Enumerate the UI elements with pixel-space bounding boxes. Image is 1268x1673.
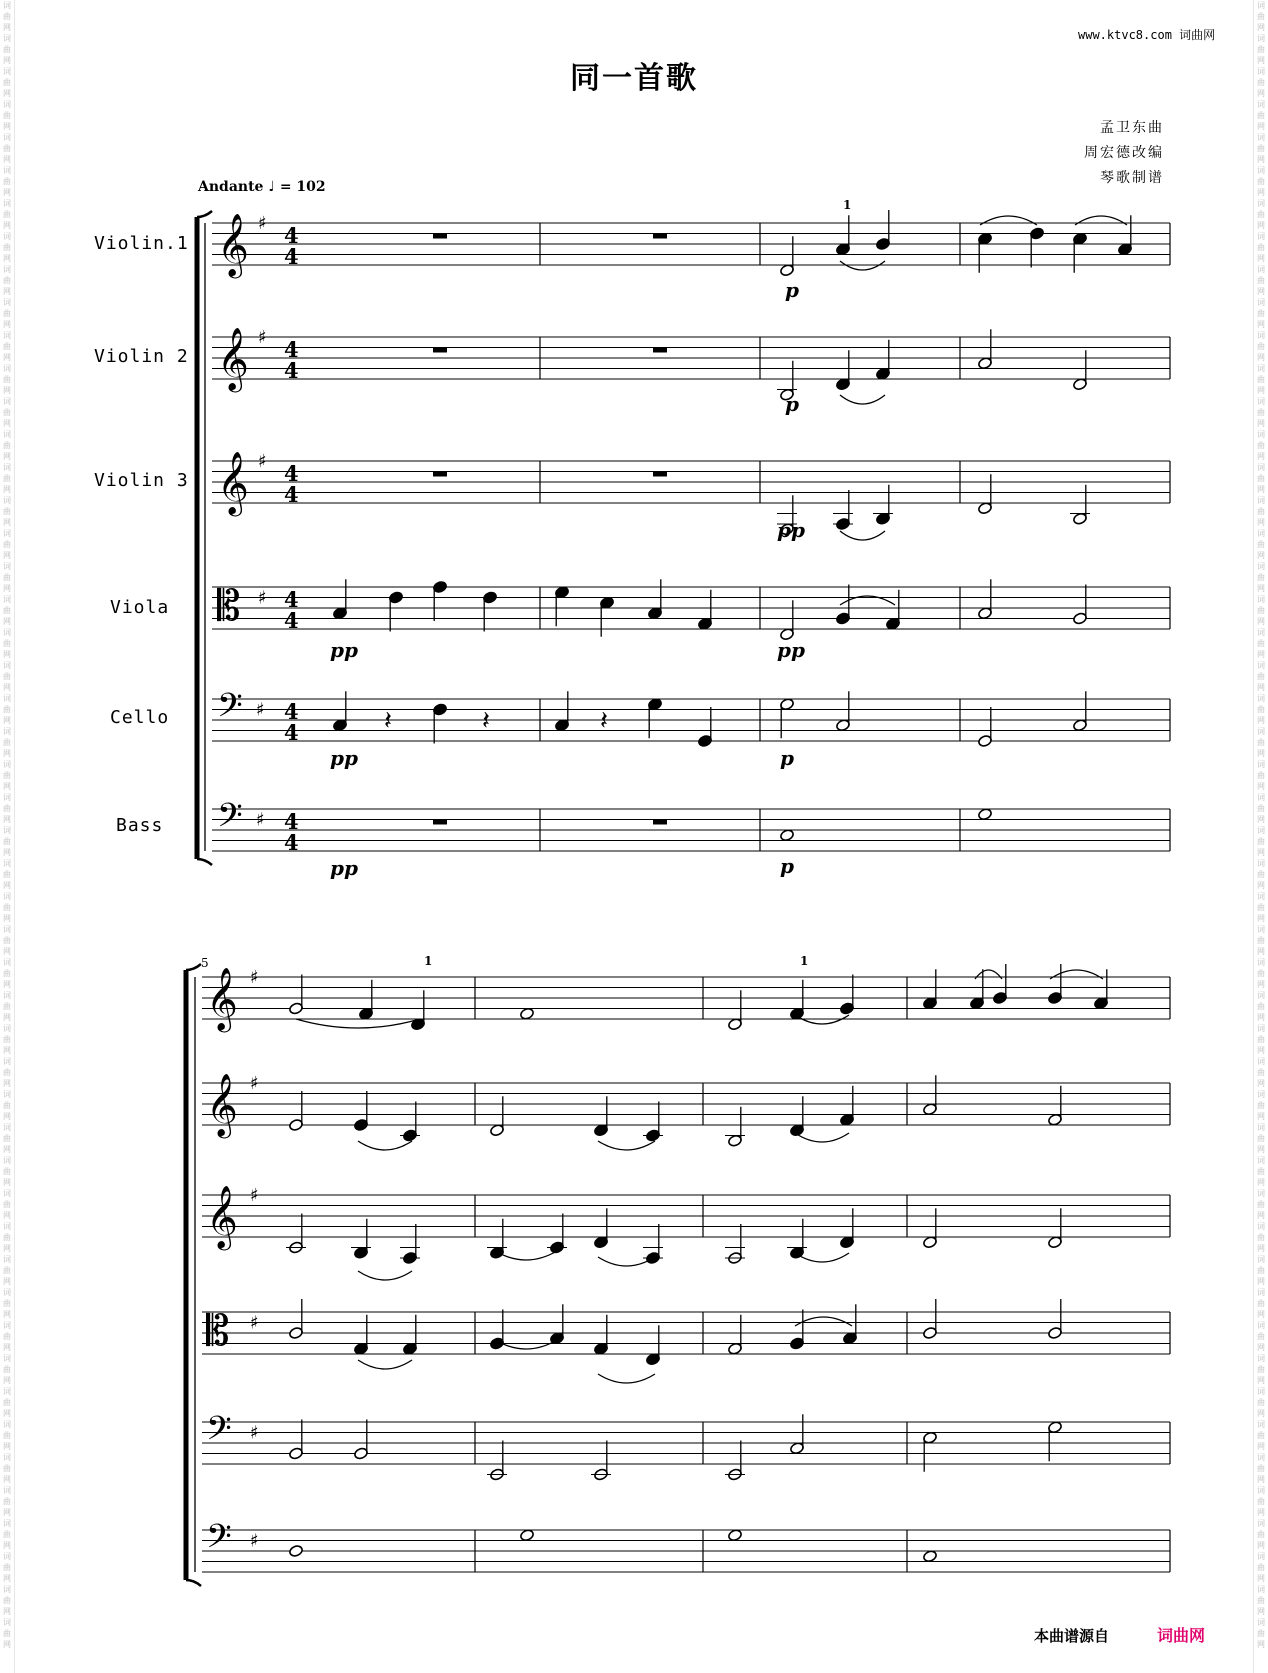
slur bbox=[495, 1251, 557, 1260]
bass-clef-icon: 𝄢 bbox=[206, 1518, 232, 1564]
whole-rest bbox=[433, 234, 447, 239]
treble-clef-icon: 𝄞 bbox=[206, 1185, 238, 1248]
dynamic-marking: pp bbox=[777, 638, 805, 662]
slur bbox=[840, 395, 885, 404]
whole-note bbox=[922, 1550, 937, 1563]
slur bbox=[598, 1374, 655, 1383]
whole-note bbox=[519, 1007, 534, 1020]
dynamic-marking: p bbox=[780, 854, 794, 878]
staff-system2-2 bbox=[202, 1195, 1170, 1237]
key-signature-sharp-icon: ♯ bbox=[250, 1073, 259, 1094]
key-signature-sharp-icon: ♯ bbox=[250, 1530, 259, 1552]
time-signature-top: 4 bbox=[284, 461, 299, 486]
instrument-label-violin1: Violin.1 bbox=[94, 233, 189, 254]
slur bbox=[358, 1271, 412, 1280]
composer-credit: 孟卫东曲 bbox=[1100, 120, 1164, 136]
treble-clef-icon: 𝄞 bbox=[206, 1073, 238, 1136]
site-name: 词曲网 bbox=[1179, 28, 1216, 42]
staff-system1-1 bbox=[212, 337, 1170, 379]
key-signature-sharp-icon: ♯ bbox=[250, 1185, 259, 1206]
footer-brand: 词曲网 bbox=[1157, 1626, 1206, 1645]
staff-system2-5 bbox=[202, 1530, 1170, 1572]
whole-rest bbox=[433, 348, 447, 353]
time-signature-bottom: 4 bbox=[284, 720, 299, 745]
whole-rest bbox=[433, 820, 447, 825]
slur bbox=[495, 1340, 557, 1349]
dynamic-marking: p bbox=[785, 392, 799, 416]
tempo-text: Andante bbox=[198, 179, 264, 195]
whole-note bbox=[779, 829, 794, 842]
fingering-number: 1 bbox=[800, 954, 809, 968]
dynamic-marking: p bbox=[780, 746, 794, 770]
fingering-number: 1 bbox=[424, 954, 433, 968]
slur bbox=[840, 531, 885, 540]
key-signature-sharp-icon: ♯ bbox=[258, 587, 267, 609]
staff-system1-4 bbox=[212, 699, 1170, 741]
bracket-hook bbox=[186, 964, 201, 970]
slur bbox=[795, 1133, 849, 1142]
treble-clef-icon: 𝄞 bbox=[217, 451, 249, 514]
bracket-hook bbox=[197, 859, 212, 865]
slur bbox=[795, 1317, 852, 1326]
instrument-label-cello: Cello bbox=[110, 707, 170, 728]
time-signature-bottom: 4 bbox=[284, 830, 299, 855]
time-signature-bottom: 4 bbox=[284, 358, 299, 383]
bass-clef-icon: 𝄢 bbox=[206, 1410, 232, 1456]
time-signature-bottom: 4 bbox=[284, 608, 299, 633]
key-signature-sharp-icon: ♯ bbox=[256, 699, 265, 721]
left-watermark-strip: 词 曲 网 词 曲 网 词 曲 网 词 曲 网 词 曲 网 词 曲 网 词 曲 网 词 曲 网 词 曲 网 词 曲 网 词 曲 网 词 曲 网 词 曲 网 词 曲 网 词 曲 网 词 曲 网 词 曲 网 词 曲 网 词 曲 网 词 曲 网 词 曲 网 词 曲 网 词 曲 网 词 曲 网 词 曲 网 词 曲 网 词 曲 网 词 曲 网 词 曲 网 词 曲 网 词 曲 网 词 曲 网 词 曲 网 词 曲 网 词 曲 网 词 曲 网 词 曲 网 词 曲 网 词 曲 网 词 曲 网 词 曲 网 词 曲 网 词 曲 网 词 曲 网 词 曲 网 词 曲 网 词 曲 网 词 曲 网 词 曲 网 词 曲 网 bbox=[0, 0, 15, 1673]
bracket-hook bbox=[186, 1580, 201, 1586]
treble-clef-icon: 𝄞 bbox=[217, 327, 249, 390]
whole-note bbox=[519, 1529, 534, 1542]
dynamic-marking: pp bbox=[330, 856, 358, 880]
staff-system1-5 bbox=[212, 809, 1170, 851]
instrument-label-viola: Viola bbox=[110, 597, 170, 618]
arranger-credit: 周宏德改编 bbox=[1084, 145, 1164, 161]
staff-system1-0 bbox=[212, 223, 1170, 265]
dynamic-marking: pp bbox=[777, 518, 805, 542]
time-signature-top: 4 bbox=[284, 337, 299, 362]
dynamic-marking: p bbox=[785, 278, 799, 302]
slur bbox=[358, 1360, 412, 1369]
quarter-rest: 𝄽 bbox=[482, 706, 490, 736]
whole-note bbox=[727, 1529, 742, 1542]
key-signature-sharp-icon: ♯ bbox=[250, 967, 259, 988]
time-signature-bottom: 4 bbox=[284, 482, 299, 507]
alto-clef-icon: 𝄡 bbox=[206, 1306, 230, 1355]
alto-clef-icon: 𝄡 bbox=[217, 581, 241, 630]
footer-text: 本曲谱源自 bbox=[1034, 1627, 1110, 1645]
time-signature-top: 4 bbox=[284, 699, 299, 724]
quarter-rest: 𝄽 bbox=[600, 706, 608, 736]
time-signature-top: 4 bbox=[284, 809, 299, 834]
quarter-rest: 𝄽 bbox=[384, 706, 392, 736]
staff-system2-3 bbox=[202, 1312, 1170, 1354]
treble-clef-icon: 𝄞 bbox=[217, 213, 249, 276]
bass-clef-icon: 𝄢 bbox=[217, 797, 243, 843]
key-signature-sharp-icon: ♯ bbox=[258, 451, 267, 472]
slur bbox=[358, 1141, 412, 1150]
slur bbox=[598, 1141, 655, 1150]
page-title: 同一首歌 bbox=[570, 61, 698, 96]
staff-system2-0 bbox=[202, 977, 1170, 1019]
site-url: www.ktvc8.com bbox=[1078, 28, 1172, 42]
slur bbox=[1050, 970, 1103, 979]
treble-clef-icon: 𝄞 bbox=[206, 967, 238, 1030]
key-signature-sharp-icon: ♯ bbox=[250, 1312, 259, 1334]
whole-rest bbox=[433, 472, 447, 477]
fingering-number: 1 bbox=[843, 198, 852, 212]
instrument-label-violin2: Violin 2 bbox=[94, 346, 189, 367]
dynamic-marking: pp bbox=[330, 638, 358, 662]
whole-note bbox=[977, 808, 992, 821]
measure-number: 5 bbox=[201, 956, 209, 970]
slur bbox=[975, 970, 1002, 979]
instrument-label-bass: Bass bbox=[116, 815, 164, 836]
staff-system2-1 bbox=[202, 1083, 1170, 1125]
slur bbox=[296, 1019, 420, 1028]
footer-source bbox=[1034, 1623, 1205, 1646]
bass-clef-icon: 𝄢 bbox=[217, 687, 243, 733]
time-signature-bottom: 4 bbox=[284, 244, 299, 269]
time-signature-top: 4 bbox=[284, 223, 299, 248]
slur bbox=[980, 216, 1037, 225]
right-watermark-strip: 词 曲 网 词 曲 网 词 曲 网 词 曲 网 词 曲 网 词 曲 网 词 曲 网 词 曲 网 词 曲 网 词 曲 网 词 曲 网 词 曲 网 词 曲 网 词 曲 网 词 曲 网 词 曲 网 词 曲 网 词 曲 网 词 曲 网 词 曲 网 词 曲 网 词 曲 网 词 曲 网 词 曲 网 词 曲 网 词 曲 网 词 曲 网 词 曲 网 词 曲 网 词 曲 网 词 曲 网 词 曲 网 词 曲 网 词 曲 网 词 曲 网 词 曲 网 词 曲 网 词 曲 网 词 曲 网 词 曲 网 词 曲 网 词 曲 网 词 曲 网 词 曲 网 词 曲 网 词 曲 网 词 曲 网 词 曲 网 词 曲 网 词 曲 网 bbox=[1253, 0, 1268, 1673]
whole-rest bbox=[653, 820, 667, 825]
slur bbox=[1075, 216, 1127, 225]
whole-rest bbox=[653, 234, 667, 239]
key-signature-sharp-icon: ♯ bbox=[258, 327, 267, 348]
whole-note bbox=[288, 1544, 303, 1557]
key-signature-sharp-icon: ♯ bbox=[250, 1422, 259, 1444]
staff-system2-4 bbox=[202, 1422, 1170, 1464]
key-signature-sharp-icon: ♯ bbox=[256, 809, 265, 831]
key-signature-sharp-icon: ♯ bbox=[258, 213, 267, 234]
staff-system1-3 bbox=[212, 587, 1170, 629]
time-signature-top: 4 bbox=[284, 587, 299, 612]
bracket-hook bbox=[197, 211, 212, 217]
quarter-note-icon: ♩ bbox=[268, 179, 275, 195]
tempo-bpm: = 102 bbox=[279, 179, 326, 195]
instrument-label-violin3: Violin 3 bbox=[94, 470, 189, 491]
transcriber-credit: 琴歌制谱 bbox=[1100, 170, 1164, 186]
staff-system1-2 bbox=[212, 461, 1170, 503]
dynamic-marking: pp bbox=[330, 746, 358, 770]
whole-rest bbox=[653, 348, 667, 353]
whole-rest bbox=[653, 472, 667, 477]
